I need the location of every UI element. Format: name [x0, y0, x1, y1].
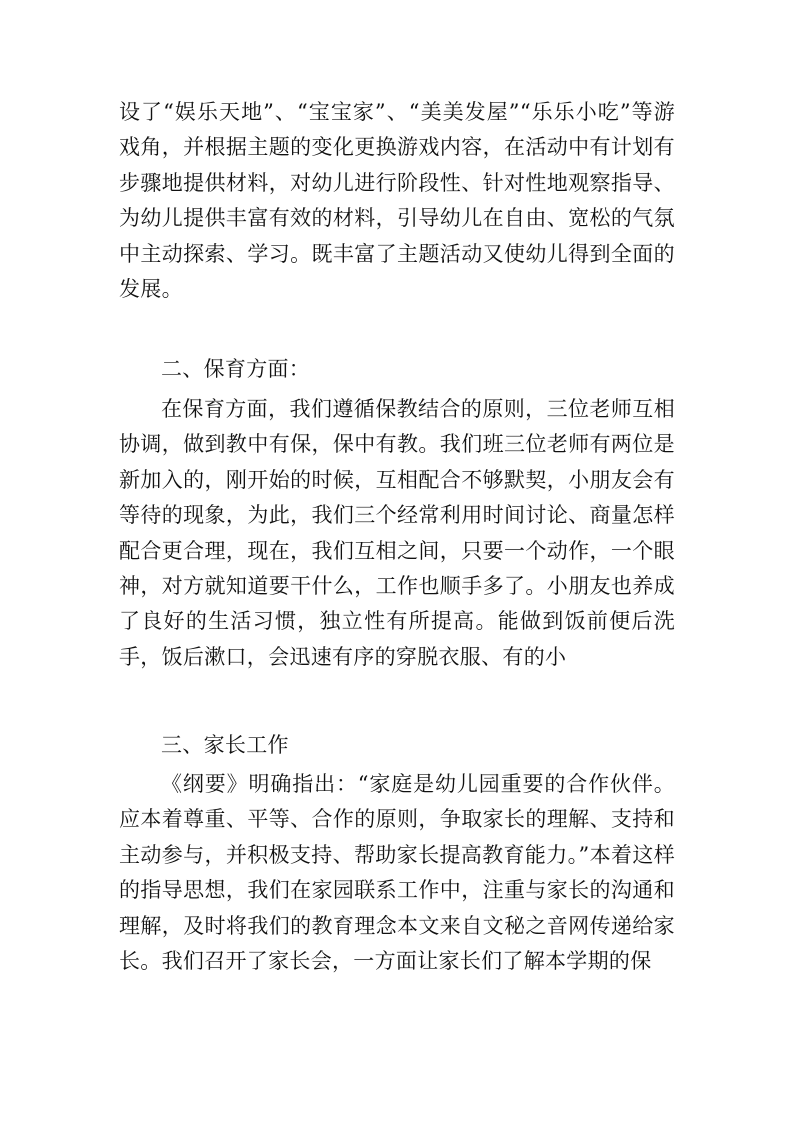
paragraph-parent-work: 《纲要》明确指出：“家庭是幼儿园重要的合作伙伴。应本着尊重、平等、合作的原则，争取家长的理解、支持和主动参与，并积极支持、帮助家长提高教育能力。”本着这样的指导思想，我们在家园联系工作中，注重与家长的沟通和理解，及时将我们的教育理念本文来自文秘之音网传递给家长。我们召开了家长会，一方面让家长们了解本学期的保	[119, 772, 675, 974]
section-heading-childcare: 二、保育方面：	[161, 357, 311, 381]
paragraph-game-corners: 设了“娱乐天地”、“宝宝家”、“美美发屋”“乐乐小吃”等游戏角，并根据主题的变化更换游戏内容，在活动中有计划有步骤地提供材料，对幼儿进行阶段性、针对性地观察指导、为幼儿提供丰富有效的材料，引导幼儿在自由、宽松的气氛中主动探索、学习。既丰富了主题活动又使幼儿得到全面的发展。	[119, 100, 675, 302]
paragraph-childcare: 在保育方面，我们遵循保教结合的原则，三位老师互相协调，做到教中有保，保中有教。我们班三位老师有两位是新加入的，刚开始的时候，互相配合不够默契，小朋友会有等待的现象，为此，我们三个经常利用时间讨论、商量怎样配合更合理，现在，我们互相之间，只要一个动作，一个眼神，对方就知道要干什么，工作也顺手多了。小朋友也养成了良好的生活习惯，独立性有所提高。能做到饭前便后洗手，饭后漱口，会迅速有序的穿脱衣服、有的小	[119, 397, 675, 669]
section-heading-parent-work: 三、家长工作	[161, 733, 289, 757]
